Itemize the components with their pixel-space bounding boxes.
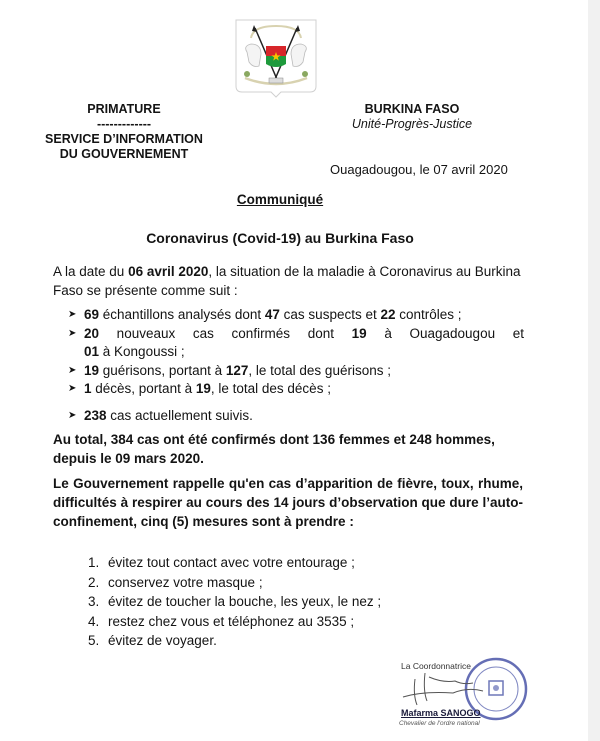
signatory-name: Mafarma SANOGO (401, 708, 481, 718)
signature-block (393, 655, 543, 735)
coat-of-arms-icon (233, 18, 319, 98)
stat-text: à Kongoussi ; (99, 344, 185, 359)
stat-text: nouveaux cas confirmés dont (99, 325, 352, 341)
stat-text: cas actuellement suivis. (106, 407, 253, 423)
issuer-service-2: DU GOUVERNEMENT (59, 147, 189, 161)
measure-item (88, 631, 381, 651)
stat-number: 19 (195, 381, 211, 396)
total-summary: Au total, 384 cas ont été confirmés dont 136 femmes et 248 hommes, depuis le 09 mars 2020. (53, 432, 495, 466)
stat-number: 19 (84, 362, 100, 378)
country-block (330, 102, 494, 132)
arrow-bullet-icon: ➤ (68, 383, 77, 394)
intro-text-post: , la situation de la maladie à Coronavirus au Burkina Faso se présente comme suit : (53, 264, 521, 298)
arrow-bullet-icon: ➤ (68, 364, 77, 376)
measure-number: 4. (88, 613, 100, 629)
list-item (68, 380, 524, 399)
list-item (68, 306, 524, 325)
stat-text: échantillons analysés dont (99, 307, 265, 322)
measure-number: 5. (88, 633, 100, 648)
arrow-bullet-icon: ➤ (68, 309, 77, 320)
signatory-honor: Chevalier de l'ordre national (399, 720, 480, 727)
country-name: BURKINA FASO (364, 102, 460, 116)
measure-text: évitez de toucher la bouche, les yeux, le nez ; (108, 594, 382, 609)
stat-number: 127 (225, 362, 249, 378)
intro-paragraph (53, 262, 523, 300)
measure-text: conservez votre masque ; (108, 574, 263, 590)
page-edge (588, 0, 600, 741)
stat-text: contrôles ; (395, 307, 462, 322)
place-date: Ouagadougou, le 07 avril 2020 (330, 162, 508, 177)
stat-number: 69 (84, 307, 100, 322)
country-motto: Unité-Progrès-Justice (351, 117, 473, 131)
stat-number: 22 (380, 307, 396, 322)
issuer-block (40, 102, 208, 162)
stat-number: 238 (84, 407, 107, 423)
intro-text-pre: A la date du (53, 264, 129, 279)
arrow-bullet-icon: ➤ (68, 409, 77, 421)
intro-date: 06 avril 2020 (128, 264, 209, 279)
list-item (68, 362, 524, 381)
stat-number: 47 (264, 307, 280, 322)
stat-number: 01 (84, 344, 100, 359)
stat-text: cas suspects et (279, 307, 381, 322)
stat-number: 1 (84, 381, 92, 396)
stat-text: , le total des décès ; (210, 381, 331, 396)
measure-number: 1. (88, 555, 100, 570)
statistics-list (68, 306, 524, 425)
stat-number: 20 (84, 325, 100, 341)
stat-text: décès, portant à (91, 381, 196, 396)
issuer-service: SERVICE D’INFORMATION (45, 132, 203, 146)
arrow-bullet-icon: ➤ (68, 327, 77, 339)
list-item-continuation (68, 343, 524, 362)
measure-item (88, 553, 381, 573)
measure-item (88, 573, 381, 593)
measures-list (88, 553, 381, 651)
stat-number: 19 (351, 325, 367, 341)
signatory-role: La Coordonnatrice (401, 661, 471, 671)
document-subject: Coronavirus (Covid-19) au Burkina Faso (146, 230, 414, 246)
list-item (68, 325, 524, 344)
stat-text: à Ouagadougou et (366, 325, 524, 341)
issuer-title: PRIMATURE (87, 102, 161, 116)
list-item (68, 407, 524, 426)
government-reminder: Le Gouvernement rappelle qu'en cas d’apparition de fièvre, toux, rhume, difficultés à respirer au cours des 14 jours d’observation que dure l’auto-confinement, cinq (5) mesures sont à prendre : (53, 476, 523, 529)
measure-item (88, 592, 381, 612)
stat-text: guérisons, portant à (99, 362, 226, 378)
measure-number: 2. (88, 574, 100, 590)
measure-text: restez chez vous et téléphonez au 3535 ; (108, 613, 355, 629)
issuer-divider: ------------- (96, 117, 152, 131)
measure-text: évitez tout contact avec votre entourage ; (108, 555, 355, 570)
measure-number: 3. (88, 594, 100, 609)
document-title: Communiqué (236, 192, 324, 207)
measure-text: évitez de voyager. (108, 633, 217, 648)
measure-item (88, 612, 381, 632)
stat-text: , le total des guérisons ; (248, 362, 391, 378)
